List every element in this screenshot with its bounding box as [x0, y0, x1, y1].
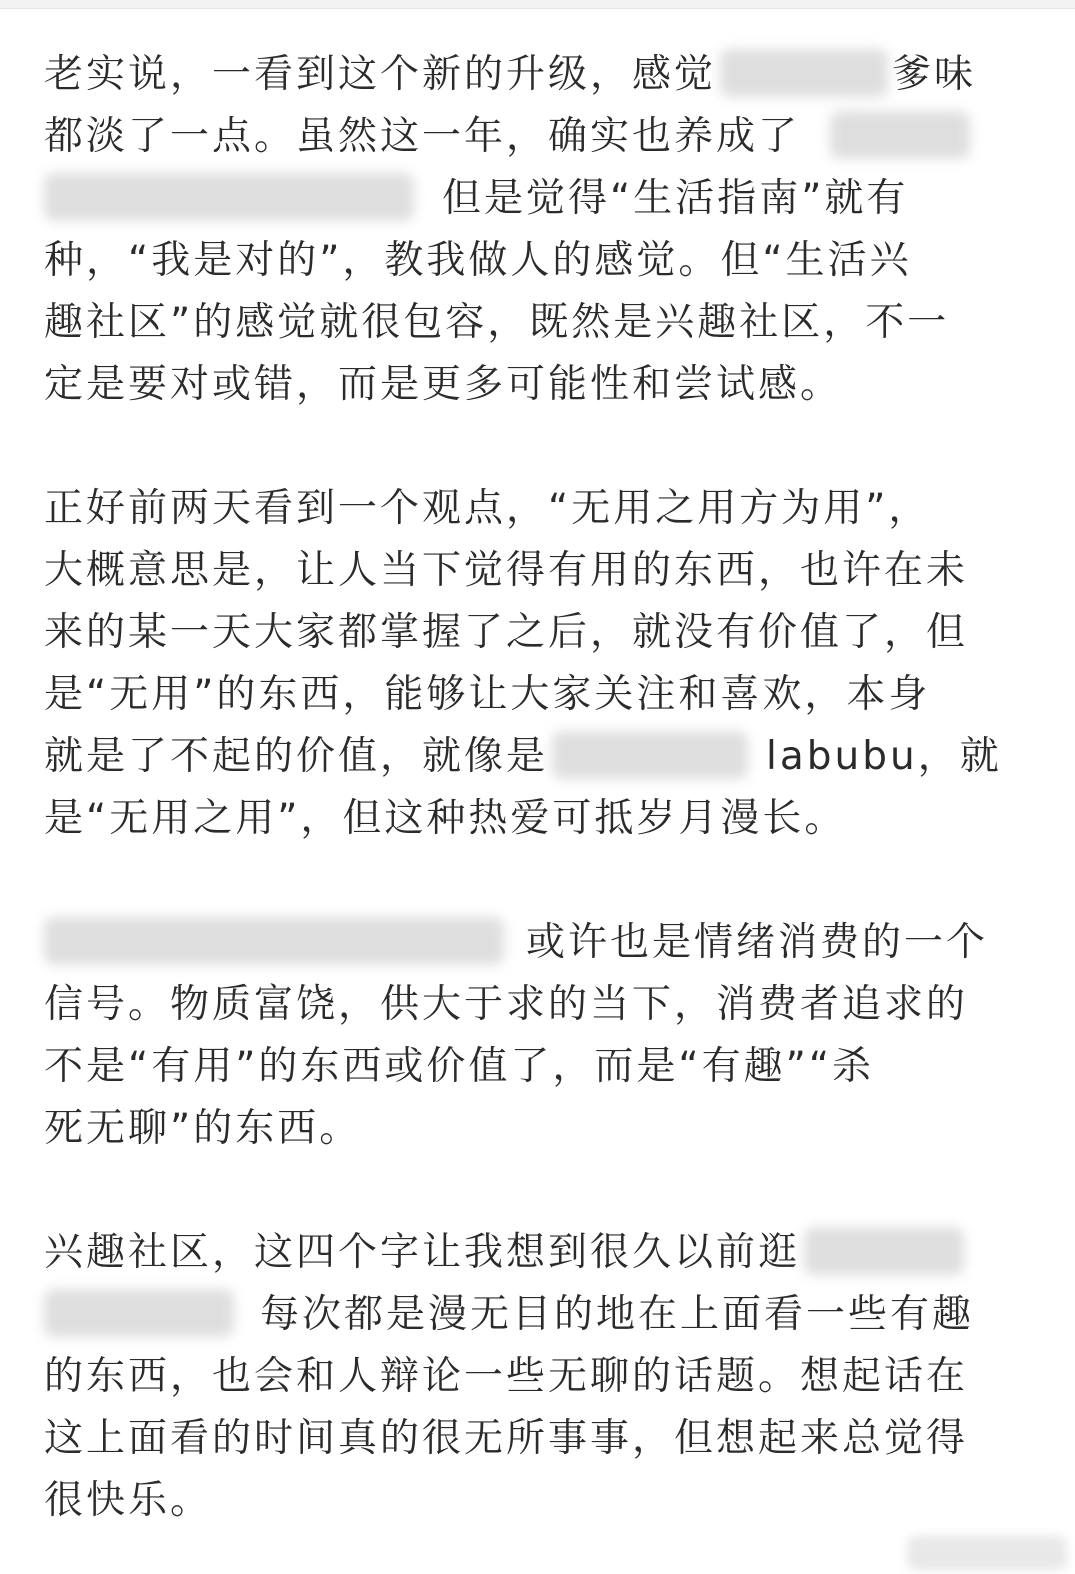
text-segment: 老实说，一看到这个新的升级，感觉	[44, 52, 717, 97]
text-line	[44, 1408, 1010, 1470]
text-line	[44, 1222, 1010, 1284]
text-segment: 信号。物质富饶，供大于求的当下，消费者追求的	[44, 982, 969, 1027]
text-line	[44, 1036, 1010, 1098]
paragraph-4	[44, 1222, 1010, 1532]
text-line	[44, 354, 1010, 416]
text-segment: labubu，就	[766, 734, 1002, 779]
redacted-blur	[830, 111, 970, 159]
text-line	[44, 1098, 1010, 1160]
text-line	[44, 912, 1010, 974]
text-segment: 这上面看的时间真的很无所事事，但想起来总觉得	[44, 1416, 969, 1461]
text-segment: 很快乐。	[44, 1478, 213, 1523]
redacted-blur	[44, 173, 414, 221]
text-line	[44, 974, 1010, 1036]
text-line	[44, 726, 1010, 788]
text-line	[44, 540, 1010, 602]
text-line	[44, 664, 1010, 726]
text-segment: 死无聊”的东西。	[44, 1106, 362, 1151]
text-segment: 爹味	[892, 52, 977, 97]
redacted-blur	[804, 1227, 964, 1275]
post-body	[44, 44, 1010, 1532]
paragraph-3	[44, 912, 1010, 1160]
text-segment: 每次都是漫无目的地在上面看一些有趣	[260, 1292, 975, 1337]
paragraph-2	[44, 478, 1010, 850]
text-segment: 但是觉得“生活指南”就有	[442, 176, 909, 221]
text-segment: 大概意思是，让人当下觉得有用的东西，也许在未	[44, 548, 969, 593]
text-line	[44, 1346, 1010, 1408]
text-segment: 就是了不起的价值，就像是	[44, 734, 549, 779]
text-line	[44, 44, 1010, 106]
text-segment: 兴趣社区，这四个字让我想到很久以前逛	[44, 1230, 801, 1275]
text-segment: 的东西，也会和人辩论一些无聊的话题。想起话在	[44, 1354, 969, 1399]
text-line	[44, 1470, 1010, 1532]
redacted-blur	[44, 917, 504, 965]
text-segment: 或许也是情绪消费的一个	[526, 920, 989, 965]
text-segment: 种，“我是对的”，教我做人的感觉。但“生活兴	[44, 238, 912, 283]
text-segment: 是“无用之用”，但这种热爱可抵岁月漫长。	[44, 796, 847, 841]
text-segment: 正好前两天看到一个观点，“无用之用方为用”，	[44, 486, 931, 531]
text-line	[44, 1284, 1010, 1346]
text-line	[44, 292, 1010, 354]
top-divider	[0, 0, 1075, 9]
text-line	[44, 602, 1010, 664]
paragraph-1	[44, 44, 1010, 416]
text-segment: 来的某一天大家都掌握了之后，就没有价值了，但	[44, 610, 969, 655]
redacted-blur	[720, 49, 888, 97]
text-segment: 是“无用”的东西，能够让大家关注和喜欢，本身	[44, 672, 931, 717]
text-segment: 定是要对或错，而是更多可能性和尝试感。	[44, 362, 843, 407]
redacted-blur	[44, 1289, 234, 1337]
text-segment: 不是“有用”的东西或价值了，而是“有趣”“杀	[44, 1044, 875, 1089]
text-segment: 趣社区”的感觉就很包容，既然是兴趣社区，不一	[44, 300, 950, 345]
text-segment: 都淡了一点。虽然这一年，确实也养成了	[44, 114, 801, 159]
text-line	[44, 106, 1010, 168]
text-line	[44, 788, 1010, 850]
watermark-blur	[907, 1536, 1067, 1570]
text-line	[44, 478, 1010, 540]
text-line	[44, 230, 1010, 292]
text-line	[44, 168, 1010, 230]
redacted-blur	[552, 731, 748, 779]
